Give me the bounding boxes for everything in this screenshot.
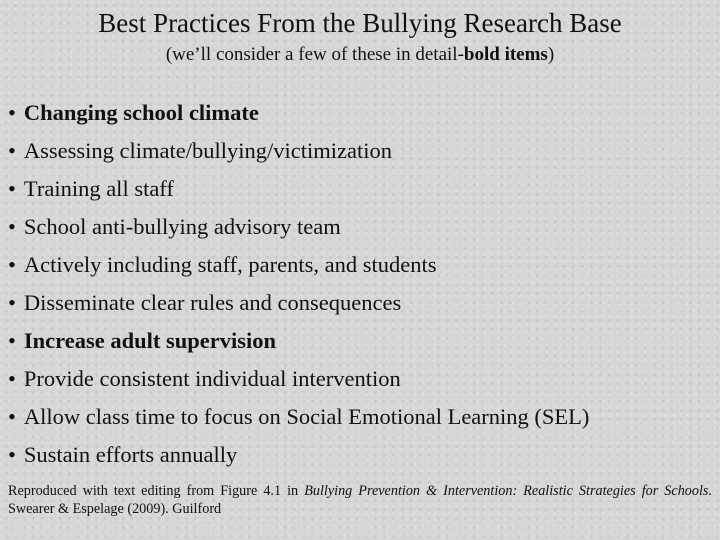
bullet-item — [8, 436, 718, 474]
bullet-item — [8, 398, 718, 436]
bullet-marker: • — [8, 214, 16, 239]
subtitle-bold-text: bold items — [463, 44, 548, 65]
bullet-marker: • — [8, 100, 16, 125]
bullet-marker: • — [8, 328, 16, 353]
bullet-marker: • — [8, 176, 16, 201]
subtitle-close: ) — [547, 44, 555, 65]
citation-book-title: Bullying Prevention & Intervention: Realistic Strategies for Schools. — [304, 483, 712, 499]
bullet-text: Changing school climate — [23, 100, 259, 125]
bullet-marker: • — [8, 138, 16, 163]
bullet-list — [8, 94, 718, 474]
bullet-marker: • — [8, 366, 16, 391]
bullet-text: School anti-bullying advisory team — [23, 214, 341, 239]
bullet-item — [8, 284, 718, 322]
bullet-text: Actively including staff, parents, and students — [23, 252, 437, 277]
bullet-marker: • — [8, 404, 16, 429]
citation-text: Reproduced with text editing from Figure 4.1 in — [8, 483, 305, 499]
bullet-text: Increase adult supervision — [23, 328, 277, 353]
citation-footer — [8, 482, 712, 518]
bullet-text: Sustain efforts annually — [23, 442, 238, 467]
bullet-marker: • — [8, 442, 16, 467]
bullet-item — [8, 246, 718, 284]
bullet-text: Assessing climate/bullying/victimization — [23, 138, 392, 163]
bullet-text: Disseminate clear rules and consequences — [23, 290, 402, 315]
slide-title: Best Practices From the Bullying Research Base — [98, 8, 622, 38]
bullet-item — [8, 170, 718, 208]
bullet-item — [8, 322, 718, 360]
citation-authors: Swearer & Espelage (2009). Guilford — [8, 501, 222, 517]
bullet-item — [8, 94, 718, 132]
slide-subtitle — [0, 43, 720, 67]
bullet-text: Provide consistent individual intervention — [23, 366, 401, 391]
bullet-item — [8, 208, 718, 246]
bullet-text: Training all staff — [23, 176, 174, 201]
subtitle-text: (we’ll consider a few of these in detail- — [165, 44, 464, 65]
bullet-item — [8, 132, 718, 170]
bullet-marker: • — [8, 290, 16, 315]
bullet-text: Allow class time to focus on Social Emotional Learning (SEL) — [23, 404, 590, 429]
bullet-marker: • — [8, 252, 16, 277]
bullet-item — [8, 360, 718, 398]
